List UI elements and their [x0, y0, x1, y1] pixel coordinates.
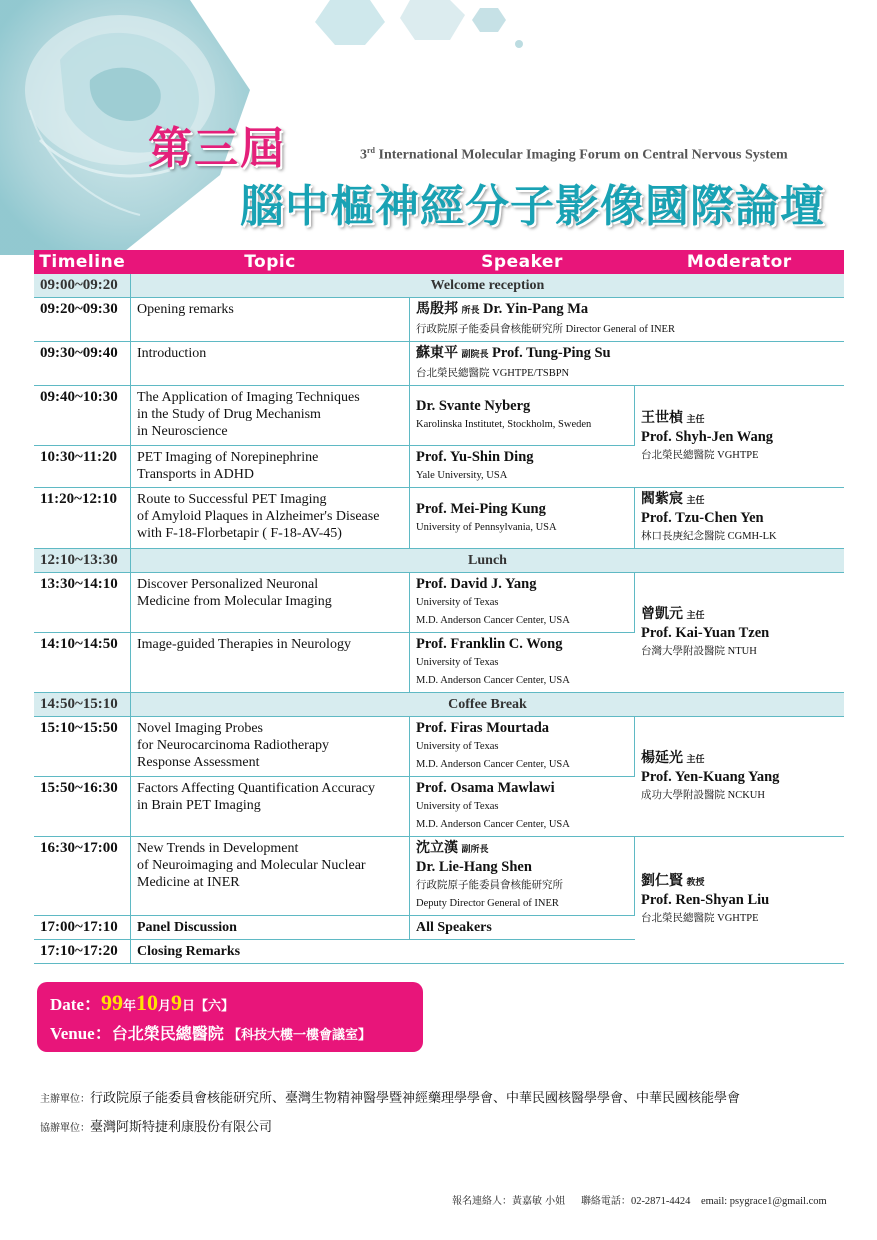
event-date	[50, 990, 234, 1016]
break-label: Lunch	[131, 549, 845, 573]
speaker-affiliation: M.D. Anderson Cancer Center, USA	[416, 675, 570, 686]
co-organizers	[40, 1116, 272, 1135]
date-day-unit: 日	[182, 999, 196, 1014]
speaker-name-zh: 沈立漢	[416, 840, 458, 856]
topic-line: for Neurocarcinoma Radiotherapy	[137, 738, 330, 753]
topic-line: Response Assessment	[137, 755, 260, 770]
table-row	[34, 837, 844, 916]
date-year-unit: 年	[122, 999, 136, 1014]
break-label: Coffee Break	[131, 693, 845, 717]
co-label: 協辦單位：	[40, 1123, 90, 1134]
speaker-cell	[410, 717, 635, 777]
moderator-name-zh: 閻紫宸	[641, 491, 683, 507]
speaker-affiliation: M.D. Anderson Cancer Center, USA	[416, 615, 570, 626]
topic-cell	[131, 777, 410, 837]
moderator-title-zh: 教授	[686, 878, 705, 888]
topic-line: Medicine at INER	[137, 875, 240, 890]
speaker-name-en: Prof. Yu-Shin Ding	[416, 449, 534, 465]
host-organizers	[40, 1087, 740, 1106]
speaker-affiliation: 台北榮民總醫院 VGHTPE/TSBPN	[416, 368, 570, 379]
speaker-name-en: Prof. Osama Mawlawi	[416, 780, 555, 796]
co-list: 臺灣阿斯特捷利康股份有限公司	[90, 1120, 273, 1135]
moderator-cell	[635, 717, 845, 837]
table-row	[34, 573, 844, 633]
moderator-name-zh: 劉仁賢	[641, 873, 683, 889]
date-day: 9	[171, 990, 183, 1015]
venue-label: Venue：	[50, 1024, 112, 1043]
topic-cell: Closing Remarks	[131, 940, 635, 964]
speaker-affiliation: Deputy Director General of INER	[416, 898, 559, 909]
time-cell: 09:20~09:30	[34, 298, 131, 342]
moderator-title-zh: 主任	[686, 610, 705, 621]
venue-name: 台北榮民總醫院	[111, 1024, 224, 1043]
speaker-cell	[410, 573, 635, 633]
topic-cell: Opening remarks	[131, 298, 410, 342]
table-row	[34, 717, 844, 777]
speaker-cell	[410, 837, 635, 916]
event-info-box	[37, 982, 423, 1052]
moderator-name-en: Prof. Ren-Shyan Liu	[641, 892, 770, 908]
speaker-cell	[410, 298, 845, 342]
moderator-affiliation: 台北榮民總醫院 VGHTPE	[641, 913, 759, 924]
topic-line: Factors Affecting Quantification Accuracy	[137, 781, 376, 796]
moderator-name-zh: 楊延光	[641, 749, 683, 766]
moderator-affiliation: 台灣大學附設醫院 NTUH	[641, 645, 757, 657]
speaker-cell	[410, 777, 635, 837]
contact-phone-label: 聯絡電話：	[580, 1196, 631, 1207]
moderator-affiliation: 林口長庚紀念醫院 CGMH-LK	[641, 531, 777, 542]
moderator-affiliation: 成功大學附設醫院 NCKUH	[641, 789, 765, 801]
moderator-name-en: Prof. Shyh-Jen Wang	[641, 428, 774, 445]
table-row	[34, 386, 844, 446]
topic-line: New Trends in Development	[137, 841, 299, 856]
topic-cell	[131, 573, 410, 633]
subtitle-rest: International Molecular Imaging Forum on Central Nervous System	[375, 147, 788, 163]
date-year: 99	[100, 990, 123, 1015]
subtitle-ordinal: 3	[360, 147, 367, 163]
speaker-cell	[410, 488, 635, 549]
date-weekday: 【六】	[195, 999, 235, 1014]
speaker-name-zh: 馬殷邦	[416, 301, 458, 317]
event-venue	[50, 1019, 371, 1044]
speaker-name-en: Dr. Yin-Pang Ma	[483, 301, 589, 317]
moderator-cell	[635, 386, 845, 488]
time-cell: 09:00~09:20	[34, 274, 131, 298]
speaker-name-en: Dr. Svante Nyberg	[416, 398, 531, 414]
topic-line: with F-18-Florbetapir ( F-18-AV-45)	[137, 526, 342, 541]
speaker-title-zh: 所長	[461, 306, 480, 316]
moderator-affiliation: 台北榮民總醫院 VGHTPE	[641, 449, 759, 461]
topic-line: Medicine from Molecular Imaging	[137, 594, 332, 609]
speaker-title-zh: 副所長	[461, 845, 489, 855]
contact-info	[452, 1192, 827, 1207]
topic-line: Novel Imaging Probes	[137, 721, 263, 736]
speaker-affiliation: University of Pennsylvania, USA	[416, 521, 557, 533]
moderator-cell	[635, 488, 845, 549]
speaker-affiliation: University of Texas	[416, 801, 499, 812]
topic-line: of Amyloid Plaques in Alzheimer's Disease	[137, 509, 380, 524]
topic-line: in Brain PET Imaging	[137, 798, 261, 813]
moderator-name-zh: 王世楨	[641, 409, 683, 426]
topic-cell: Panel Discussion	[131, 916, 410, 940]
table-row	[34, 488, 844, 549]
table-row-coffee	[34, 693, 844, 717]
contact-person: 黃嘉敏 小姐	[512, 1196, 566, 1207]
time-cell: 17:10~17:20	[34, 940, 131, 964]
schedule-table	[34, 250, 844, 964]
break-label: Welcome reception	[131, 274, 845, 298]
topic-cell	[131, 386, 410, 446]
col-timeline: Timeline	[34, 250, 131, 274]
time-cell: 16:30~17:00	[34, 837, 131, 916]
time-cell: 11:20~12:10	[34, 488, 131, 549]
topic-cell	[131, 837, 410, 916]
speaker-affiliation: M.D. Anderson Cancer Center, USA	[416, 819, 570, 830]
moderator-title-zh: 主任	[686, 754, 705, 765]
speaker-affiliation: 行政院原子能委員會核能研究所	[416, 880, 563, 891]
date-label: Date：	[50, 995, 101, 1014]
topic-line: The Application of Imaging Techniques	[137, 390, 360, 405]
time-cell: 09:40~10:30	[34, 386, 131, 446]
venue-room: 【科技大樓一樓會議室】	[227, 1028, 371, 1043]
topic-line: Route to Successful PET Imaging	[137, 492, 327, 507]
col-speaker: Speaker	[410, 250, 635, 274]
time-cell: 14:50~15:10	[34, 693, 131, 717]
speaker-cell	[410, 633, 635, 693]
topic-cell	[131, 446, 410, 488]
moderator-title-zh: 主任	[686, 496, 705, 506]
table-row	[34, 342, 844, 386]
topic-cell	[131, 488, 410, 549]
moderator-name-en: Prof. Tzu-Chen Yen	[641, 510, 764, 526]
table-row-lunch	[34, 549, 844, 573]
edition-title: 第三屆	[148, 123, 286, 174]
moderator-cell	[635, 837, 845, 964]
table-row-welcome	[34, 274, 844, 298]
speaker-name-en: Prof. Firas Mourtada	[416, 720, 550, 736]
topic-line: in Neuroscience	[137, 424, 228, 439]
time-cell: 12:10~13:30	[34, 549, 131, 573]
contact-email: email: psygrace1@gmail.com	[700, 1196, 827, 1207]
topic-line: PET Imaging of Norepinephrine	[137, 450, 319, 465]
host-list: 行政院原子能委員會核能研究所、臺灣生物精神醫學暨神經藥理學學會、中華民國核醫學學會、中華民國核能學會	[90, 1091, 741, 1106]
topic-cell	[131, 717, 410, 777]
subtitle-sup: rd	[367, 146, 375, 155]
topic-line: of Neuroimaging and Molecular Nuclear	[137, 858, 366, 873]
contact-phone: 02-2871-4424	[630, 1196, 691, 1207]
topic-cell: Image-guided Therapies in Neurology	[131, 633, 410, 693]
speaker-name-en: Prof. David J. Yang	[416, 576, 537, 592]
time-cell: 15:50~16:30	[34, 777, 131, 837]
date-month: 10	[136, 990, 158, 1015]
speaker-cell	[410, 446, 635, 488]
speaker-cell	[410, 342, 845, 386]
moderator-name-zh: 曾凱元	[641, 605, 683, 622]
speaker-name-en: Prof. Franklin C. Wong	[416, 636, 563, 652]
col-moderator: Moderator	[635, 250, 845, 274]
topic-line: Discover Personalized Neuronal	[137, 577, 319, 592]
host-label: 主辦單位：	[40, 1094, 90, 1105]
speaker-title-zh: 副院長	[461, 350, 489, 360]
moderator-name-en: Prof. Kai-Yuan Tzen	[641, 624, 770, 641]
speaker-affiliation: Karolinska Institutet, Stockholm, Sweden	[416, 419, 592, 430]
time-cell: 10:30~11:20	[34, 446, 131, 488]
speaker-cell: All Speakers	[410, 916, 635, 940]
speaker-affiliation: University of Texas	[416, 657, 499, 668]
speaker-name-zh: 蘇東平	[416, 345, 458, 361]
topic-line: in the Study of Drug Mechanism	[137, 407, 321, 422]
speaker-name-en: Prof. Mei-Ping Kung	[416, 500, 546, 517]
time-cell: 17:00~17:10	[34, 916, 131, 940]
speaker-affiliation: Yale University, USA	[416, 470, 508, 481]
time-cell: 09:30~09:40	[34, 342, 131, 386]
speaker-cell	[410, 386, 635, 446]
time-cell: 13:30~14:10	[34, 573, 131, 633]
moderator-title-zh: 主任	[686, 414, 705, 425]
speaker-affiliation: University of Texas	[416, 597, 499, 608]
time-cell: 15:10~15:50	[34, 717, 131, 777]
decorative-hexagons	[300, 0, 540, 80]
speaker-name-en: Dr. Lie-Hang Shen	[416, 859, 532, 875]
speaker-name-en: Prof. Tung-Ping Su	[492, 345, 611, 361]
speaker-affiliation: M.D. Anderson Cancer Center, USA	[416, 759, 570, 770]
speaker-affiliation: University of Texas	[416, 741, 499, 752]
moderator-name-en: Prof. Yen-Kuang Yang	[641, 768, 780, 785]
topic-line: Transports in ADHD	[137, 467, 254, 482]
topic-cell: Introduction	[131, 342, 410, 386]
contact-person-label: 報名連絡人：	[452, 1196, 512, 1207]
forum-english-title	[360, 146, 788, 164]
forum-chinese-title: 腦中樞神經分子影像國際論壇	[240, 181, 825, 232]
time-cell: 14:10~14:50	[34, 633, 131, 693]
date-month-unit: 月	[158, 999, 172, 1014]
col-topic: Topic	[131, 250, 410, 274]
speaker-affiliation: 行政院原子能委員會核能研究所 Director General of INER	[416, 324, 675, 335]
table-row	[34, 298, 844, 342]
table-header-row	[34, 250, 844, 274]
moderator-cell	[635, 573, 845, 693]
